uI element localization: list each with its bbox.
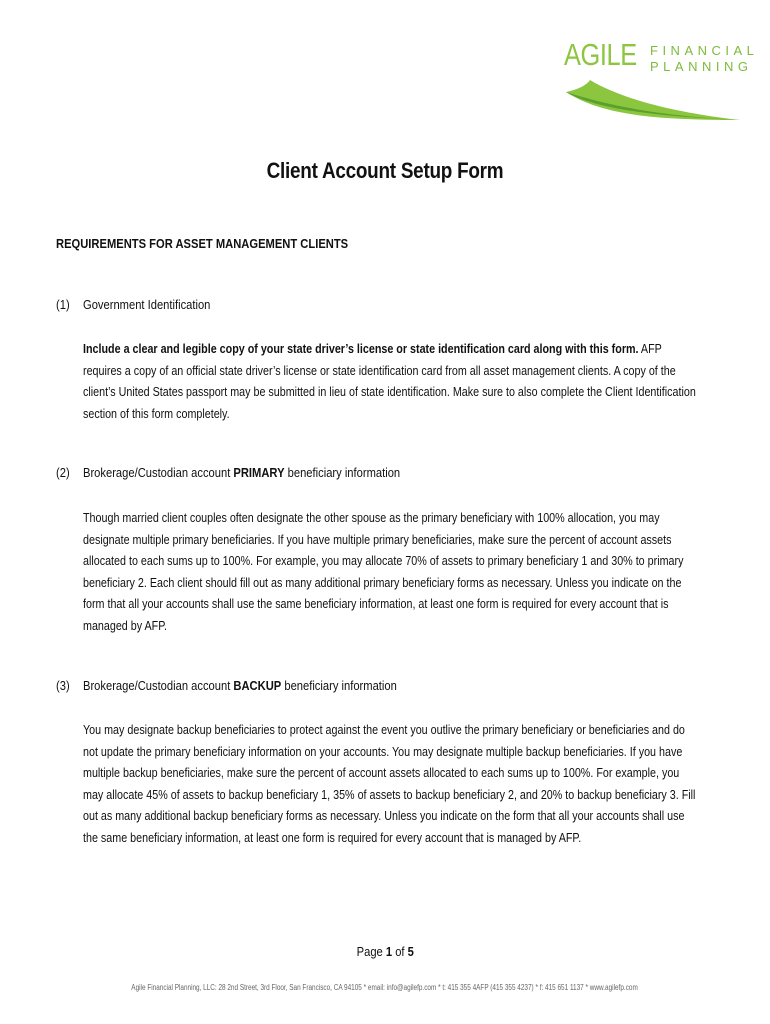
section-2-line: managed by AFP.: [83, 617, 167, 633]
logo-financial-text: FINANCIAL: [650, 43, 759, 58]
section-1-line: client’s United States passport may be submitted in lieu of state identification. Make sure to also complete the Client Identification: [83, 384, 696, 400]
section-3-paragraph: [83, 719, 711, 849]
section-1-paragraph: [83, 338, 711, 424]
section-1-label: Government Identification: [83, 297, 211, 312]
section-1-line: section of this form completely.: [83, 405, 230, 421]
section-2-paragraph: [83, 507, 711, 637]
section-3-line: the same beneficiary information, at least one form is required for every account that is managed by AFP.: [83, 829, 582, 845]
section-2-number: (2): [56, 465, 70, 480]
page-number: Page 1 of 5: [356, 944, 414, 959]
section-3-line: You may designate backup beneficiaries to protect against the event you outlive the primary beneficiary or beneficiaries and do: [83, 722, 685, 737]
section-3-number: (3): [56, 678, 70, 693]
section-2-line: designate multiple primary beneficiaries. If you have multiple primary beneficiaries, make sure the percent of account assets: [83, 531, 672, 547]
logo-swoosh-icon: [560, 76, 745, 126]
section-3-line: not update the primary beneficiary information on your accounts. You may designate multiple backup beneficiaries. If you have: [83, 743, 683, 759]
section-2-line: form that all your accounts shall use the same beneficiary information, at least one form is required for every account that is: [83, 596, 669, 612]
logo-wordmark: AGILE: [564, 37, 637, 72]
section-3-label: Brokerage/Custodian account BACKUP beneficiary information: [83, 678, 397, 693]
section-2-line: allocated to each sums up to 100%. For example, you may allocate 70% of assets to primary beneficiary 1 and 30% to primary: [83, 553, 684, 569]
agile-financial-planning-logo: [560, 36, 759, 126]
footer-contact-info: Agile Financial Planning, LLC: 28 2nd Street, 3rd Floor, San Francisco, CA 94105 * email: info@agilefp.com * t: 415 355 4AFP (415 355 4237) * f: 415 651 1137 * www.agilefp.com: [131, 983, 639, 992]
requirements-heading: REQUIREMENTS FOR ASSET MANAGEMENT CLIENTS: [56, 236, 349, 251]
section-3-line: out as many additional backup beneficiary forms as necessary. Unless you indicate on the form that all your accounts shall use: [83, 808, 685, 824]
section-3-line: may allocate 45% of assets to backup beneficiary 1, 35% of assets to backup beneficiary 2, and 20% to backup beneficiary 3. Fill: [83, 786, 696, 802]
section-1-number: (1): [56, 297, 70, 312]
section-2-line: Though married client couples often designate the other spouse as the primary beneficiary with 100% allocation, you may: [83, 510, 660, 525]
section-1-line: requires a copy of an official state driver’s license or state identification card from all asset management clients. A copy of the: [83, 362, 676, 378]
logo-planning-text: PLANNING: [650, 59, 753, 74]
section-3-line: multiple backup beneficiaries, make sure the percent of account assets allocated to each sums up to 100%. For example, you: [83, 765, 680, 781]
page-title: Client Account Setup Form: [266, 158, 504, 183]
section-2-line: beneficiary 2. Each client should fill out as many additional primary beneficiary forms as necessary. Unless you indicate on the: [83, 574, 682, 590]
section-2-label: Brokerage/Custodian account PRIMARY beneficiary information: [83, 465, 401, 480]
section-1-line1-suffix: AFP: [638, 341, 662, 356]
section-1-bold-instruction: Include a clear and legible copy of your state driver’s license or state identification card along with this form.: [83, 341, 639, 356]
